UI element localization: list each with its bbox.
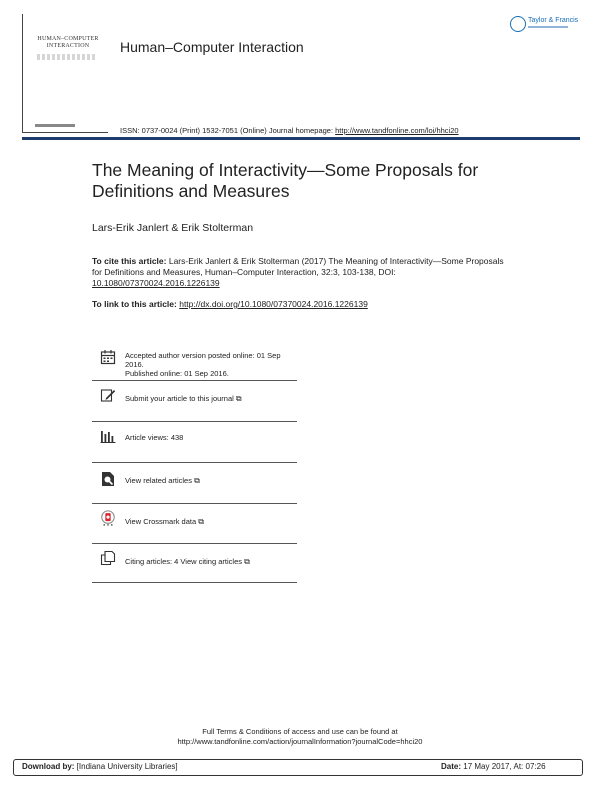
article-authors[interactable]: Lars-Erik Janlert & Erik Stolterman xyxy=(92,222,254,234)
cover-publisher-mark xyxy=(35,124,75,127)
cover-decoration xyxy=(37,54,97,60)
external-link-icon: ⧉ xyxy=(198,517,204,526)
header-divider xyxy=(22,137,580,140)
terms-line: Full Terms & Conditions of access and use can be found at xyxy=(202,727,398,736)
issn-line xyxy=(120,126,459,135)
list-divider xyxy=(92,462,297,463)
downloaded-by-label: Download by: xyxy=(22,762,75,771)
citation-text: Lars-Erik Janlert & Erik Stolterman (2017) The Meaning of Interactivity—Some Proposals for Definitions and Measures, Human–Computer Interaction, 32:3, 103-138, DOI: xyxy=(92,256,504,277)
pencil-icon xyxy=(100,387,116,403)
cover-title xyxy=(30,36,106,50)
download-date-value: 17 May 2017, At: 07:26 xyxy=(461,762,546,771)
publisher-logo[interactable] xyxy=(510,16,580,40)
external-link-icon: ⧉ xyxy=(244,557,250,566)
article-link xyxy=(92,299,368,309)
bar-chart-icon xyxy=(100,428,116,444)
article-views: Article views: 438 xyxy=(125,433,184,442)
list-divider xyxy=(92,380,297,381)
publisher-tagline-mark xyxy=(528,26,568,28)
citing-articles-icon xyxy=(100,550,116,566)
external-link-icon: ⧉ xyxy=(194,476,200,485)
article-link-label: To link to this article: xyxy=(92,299,180,309)
journal-homepage-link[interactable]: http://www.tandfonline.com/loi/hhci20 xyxy=(335,126,459,135)
terms-notice xyxy=(0,727,600,747)
calendar-icon xyxy=(100,349,116,365)
view-crossmark-link[interactable] xyxy=(125,517,300,526)
publisher-name: Taylor & Francis xyxy=(528,17,579,24)
terms-url[interactable]: http://www.tandfonline.com/action/journalInformation?journalCode=hhci20 xyxy=(177,737,423,746)
view-crossmark-label: View Crossmark data xyxy=(125,517,197,526)
accepted-date: Accepted author version posted online: 01 Sep 2016. xyxy=(125,351,281,369)
downloaded-by xyxy=(22,762,178,771)
citing-articles-label: Citing articles: 4 View citing articles xyxy=(125,557,242,566)
submit-article-label: Submit your article to this journal xyxy=(125,394,234,403)
journal-cover-thumbnail xyxy=(22,14,108,133)
list-divider xyxy=(92,582,297,583)
external-link-icon: ⧉ xyxy=(235,394,242,403)
download-date-label: Date: xyxy=(441,762,462,771)
list-divider xyxy=(92,421,297,422)
submit-article-link[interactable] xyxy=(125,394,300,403)
citation-label: To cite this article: xyxy=(92,256,169,266)
download-date xyxy=(441,762,546,771)
publication-dates xyxy=(125,351,300,378)
article-title: The Meaning of Interactivity—Some Proposals for Definitions and Measures xyxy=(92,160,479,201)
citation xyxy=(92,256,512,289)
crossmark-icon xyxy=(100,510,116,526)
citing-articles-link[interactable] xyxy=(125,557,300,566)
view-related-label: View related articles xyxy=(125,476,192,485)
downloaded-by-value: [Indiana University Libraries] xyxy=(74,762,178,771)
list-divider xyxy=(92,503,297,504)
published-date: Published online: 01 Sep 2016. xyxy=(125,369,229,378)
cover-title-line1: HUMAN–COMPUTER xyxy=(37,36,99,42)
journal-name: Human–Computer Interaction xyxy=(120,39,304,55)
cover-title-line2: INTERACTION xyxy=(46,43,90,49)
article-doi-link[interactable]: http://dx.doi.org/10.1080/07370024.2016.1226139 xyxy=(179,299,368,309)
view-related-link[interactable] xyxy=(125,476,300,485)
list-divider xyxy=(92,543,297,544)
publisher-logo-icon xyxy=(510,16,526,32)
issn-text: ISSN: 0737-0024 (Print) 1532-7051 (Online) Journal homepage: xyxy=(120,126,336,135)
related-articles-icon xyxy=(100,471,116,487)
citation-doi-link[interactable]: 10.1080/07370024.2016.1226139 xyxy=(92,278,220,288)
